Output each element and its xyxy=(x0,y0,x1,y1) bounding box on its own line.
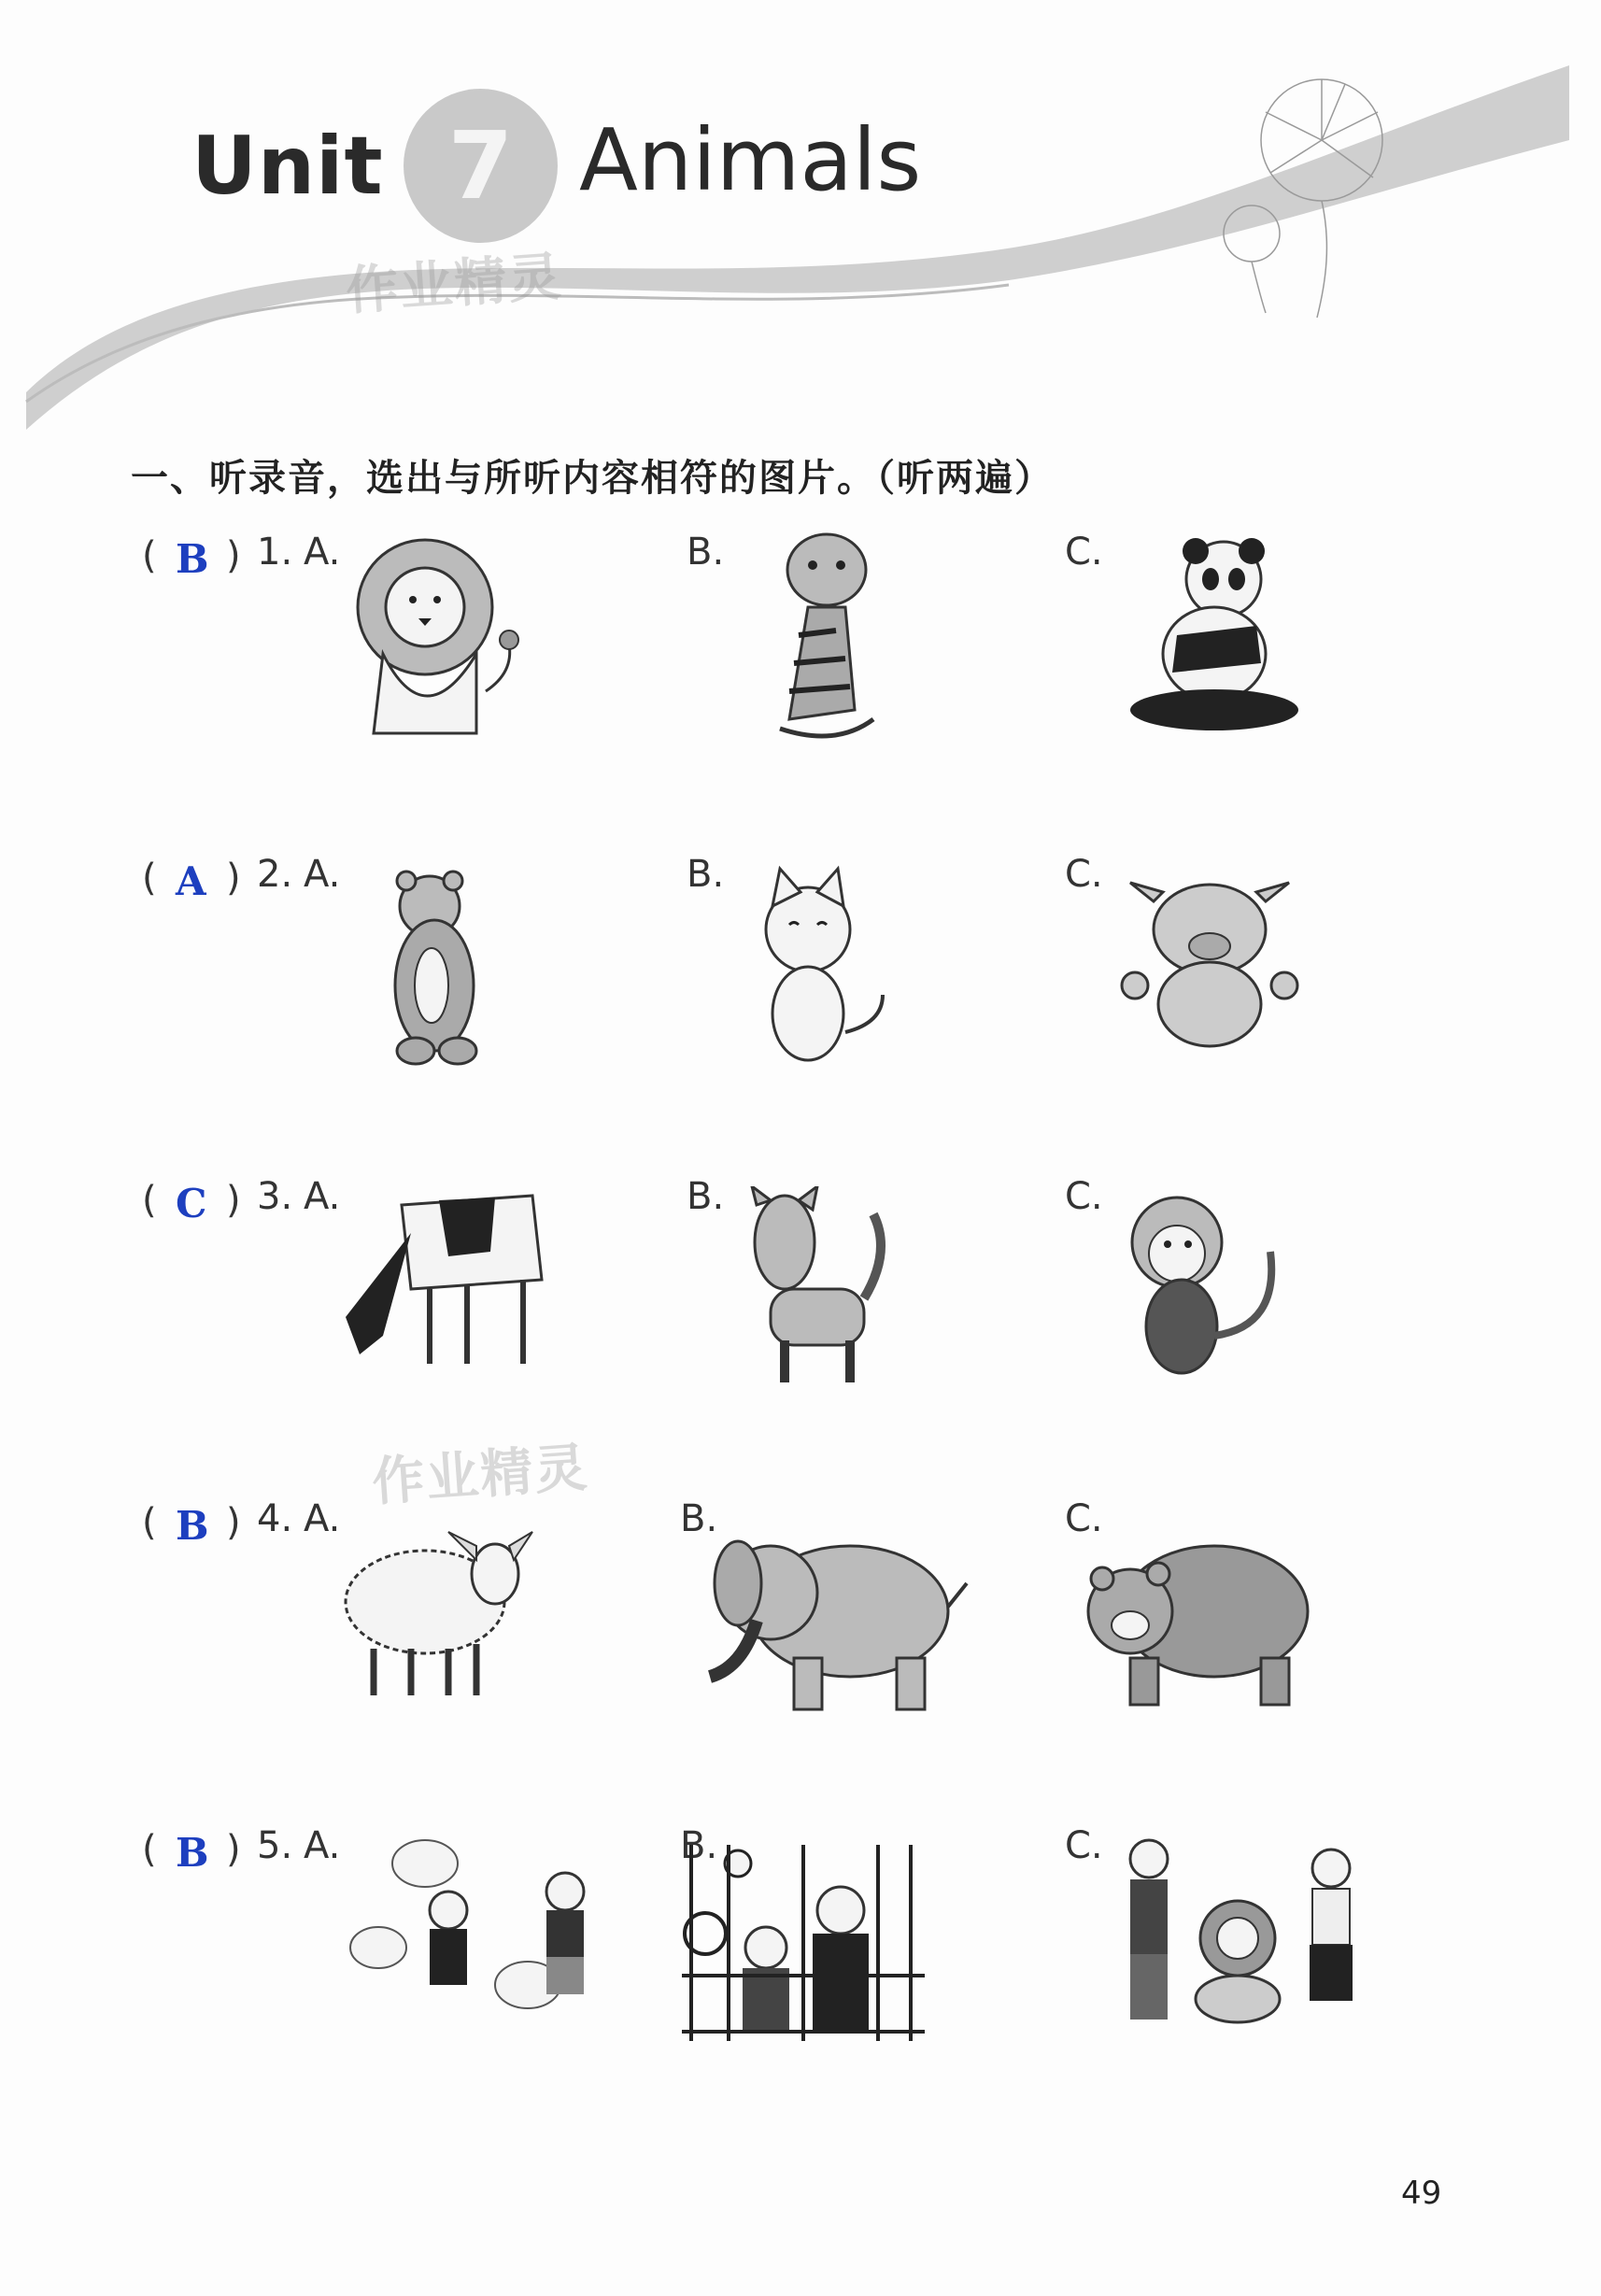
children-with-pandas-in-cage-icon xyxy=(682,1845,925,2041)
answer-bracket-close: ) xyxy=(226,534,241,577)
tiger-icon xyxy=(743,523,892,747)
answer-mark: A xyxy=(176,858,206,904)
header-banner xyxy=(0,0,1601,439)
answer-bracket-close: ) xyxy=(226,1179,241,1222)
answer-bracket-close: ) xyxy=(226,1828,241,1871)
monkey-icon xyxy=(1112,1186,1298,1382)
sheep-icon xyxy=(336,1518,542,1705)
question-5 xyxy=(0,1817,1601,2097)
option-letter-c: C. xyxy=(1065,1497,1103,1540)
panda-icon xyxy=(1121,532,1308,738)
question-1 xyxy=(0,523,1601,803)
answer-bracket-open: ( xyxy=(142,534,157,577)
answer-bracket-close: ) xyxy=(226,857,241,900)
answer-bracket-open: ( xyxy=(142,857,157,900)
question-number: 1. xyxy=(257,531,293,574)
answer-bracket-open: ( xyxy=(142,1179,157,1222)
elephant-icon xyxy=(691,1527,971,1723)
children-with-lion-icon xyxy=(1102,1831,1373,2041)
answer-bracket-open: ( xyxy=(142,1828,157,1871)
option-letter-c: C. xyxy=(1065,1175,1103,1218)
horse-icon xyxy=(729,1186,897,1392)
option-letter-a: A. xyxy=(304,1497,341,1540)
page-number: 49 xyxy=(1401,2175,1442,2212)
answer-mark: B xyxy=(176,1503,209,1549)
option-letter-b: B. xyxy=(687,853,725,896)
bear-icon xyxy=(374,864,514,1070)
answer-bracket-open: ( xyxy=(142,1501,157,1544)
option-letter-b: B. xyxy=(680,1497,718,1540)
cow-icon xyxy=(327,1177,551,1382)
option-letter-c: C. xyxy=(1065,1824,1103,1867)
question-2 xyxy=(0,845,1601,1126)
answer-mark: C xyxy=(176,1181,207,1226)
option-letter-a: A. xyxy=(304,853,341,896)
unit-label: Unit xyxy=(191,120,384,213)
watermark-middle: 作业精灵 xyxy=(370,1437,591,1514)
children-with-sheep-icon xyxy=(322,1826,630,2041)
option-letter-b: B. xyxy=(687,1175,725,1218)
option-letter-b: B. xyxy=(687,531,725,574)
question-number: 3. xyxy=(257,1175,293,1218)
answer-mark: B xyxy=(176,1830,209,1876)
option-letter-c: C. xyxy=(1065,853,1103,896)
section-title: 一、听录音，选出与所听内容相符的图片。（听两遍） xyxy=(131,457,1054,500)
answer-mark: B xyxy=(176,536,209,582)
question-number: 4. xyxy=(257,1497,293,1540)
answer-bracket-close: ) xyxy=(226,1501,241,1544)
lion-icon xyxy=(346,532,532,738)
option-letter-c: C. xyxy=(1065,531,1103,574)
question-number: 5. xyxy=(257,1824,293,1867)
question-number: 2. xyxy=(257,853,293,896)
option-letter-a: A. xyxy=(304,1824,341,1867)
unit-title: Animals xyxy=(579,110,922,210)
pig-icon xyxy=(1112,873,1308,1060)
option-letter-b: B. xyxy=(680,1824,718,1867)
watermark-top: 作业精灵 xyxy=(344,246,565,323)
question-4 xyxy=(0,1490,1601,1770)
bear-icon xyxy=(1074,1527,1317,1714)
cat-icon xyxy=(743,864,892,1070)
option-letter-a: A. xyxy=(304,1175,341,1218)
question-3 xyxy=(0,1168,1601,1448)
unit-number-badge: 7 xyxy=(404,89,558,243)
option-letter-a: A. xyxy=(304,531,341,574)
